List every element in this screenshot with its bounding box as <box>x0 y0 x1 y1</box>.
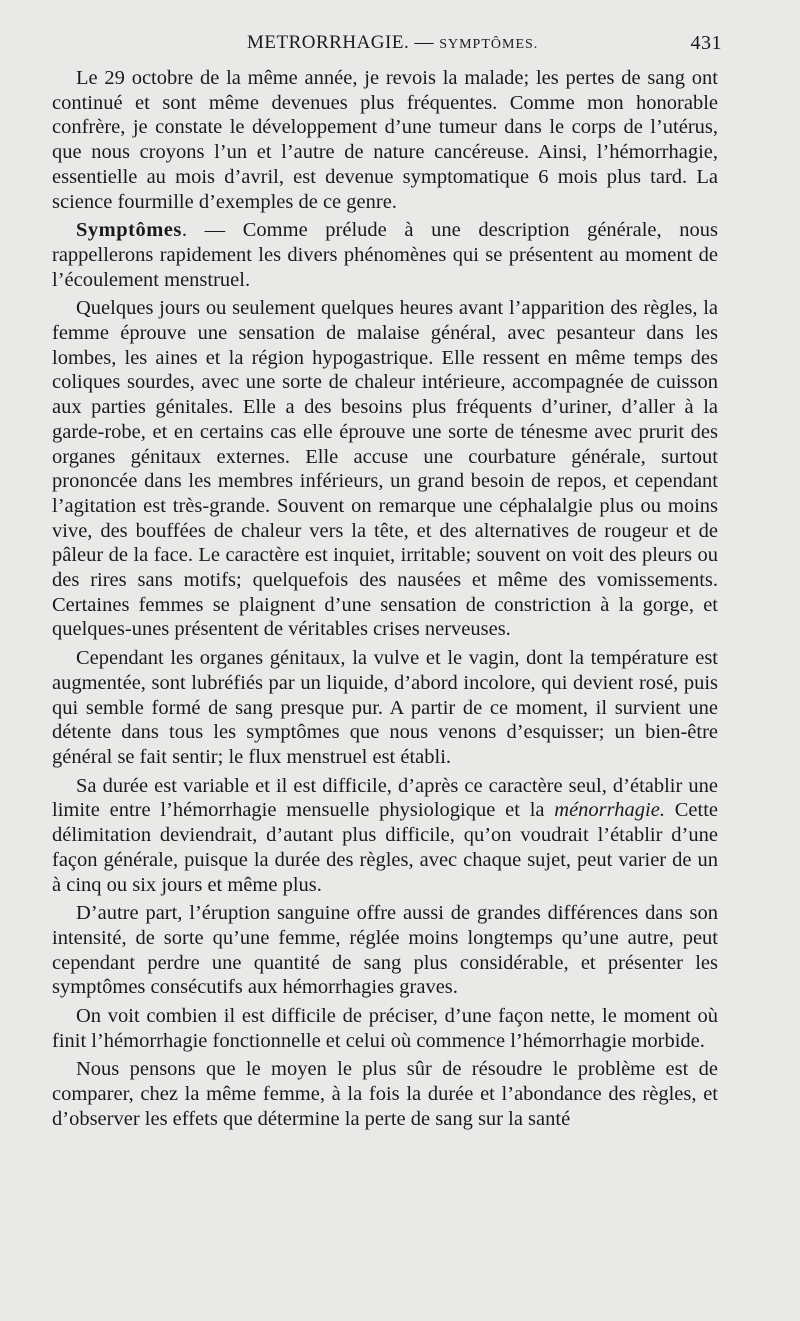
paragraph-difficulty: On voit combien il est difficile de préciser, d’une façon nette, le moment où finit l’hémorrhagie fonctionnelle et celui où commence l’hémorrhagie morbide. <box>52 1005 718 1052</box>
paragraph-case-followup: Le 29 octobre de la même année, je revois la malade; les pertes de sang ont continué et sont même devenues plus fréquentes. Comme mon honorable confrère, je constate le développement d’une tumeur dans le corps de l’utérus, que nous croyons l’un et l’autre de nature cancéreuse. Ainsi, l’hémorrhagie, essentielle au mois d’avril, est devenue symptomatique 6 mois plus tard. La science fourmille d’exemples de ce genre. <box>52 67 718 213</box>
paragraph-intensity: D’autre part, l’éruption sanguine offre aussi de grandes différences dans son intensité, de sorte qu’une femme, réglée moins longtemps qu’une autre, peut cependant perdre une quantité de sang plus considérable, et présenter les symptômes consécutifs aux hémorrhagies graves. <box>52 902 718 999</box>
paragraph-symptoms-intro-text: . — Comme prélude à une description générale, nous rappellerons rapidement les divers phénomènes qui se présentent au moment de l’écoulement menstruel. <box>52 219 718 291</box>
running-title <box>247 32 538 54</box>
duration-text-b: Cette délimitation deviendrait, d’autant plus difficile, qu’on voudrait l’établir d’une façon générale, puisque la durée des règles, avec chaque sujet, peut varier de un à cinq ou six jours et même plus. <box>52 799 719 896</box>
paragraph-duration <box>52 774 718 898</box>
page-header <box>52 32 722 60</box>
paragraph-method: Nous pensons que le moyen le plus sûr de résoudre le problème est de comparer, chez la même femme, à la fois la durée et l’abondance des règles, et d’observer les effets que détermine la perte de sang sur la santé <box>52 1058 718 1130</box>
title-dash: — <box>409 32 440 53</box>
section-title: SYMPTÔMES. <box>439 37 539 52</box>
chapter-title: METRORRHAGIE. <box>247 32 410 53</box>
duration-text-a: Sa durée est variable et il est difficile, d’après ce caractère seul, d’établir une limite entre l’hémorrhagie mensuelle physiologique et la <box>52 774 718 822</box>
page-number: 431 <box>690 32 722 54</box>
paragraph-genital-organs: Cependant les organes génitaux, la vulve et le vagin, dont la température est augmentée, sont lubréfiés par un liquide, d’abord incolore, qui devient rosé, puis qui semble formé de sang presque pur. A partir de ce moment, il survient une détente dans tous les symptômes que nous venons d’esquisser; un bien-être général se fait sentir; le flux menstruel est établi. <box>52 647 718 768</box>
paragraph-symptoms-intro <box>52 218 718 292</box>
body-text <box>52 66 718 1136</box>
paragraph-premenstrual-signs: Quelques jours ou seulement quelques heures avant l’apparition des règles, la femme éprouve une sensation de malaise général, avec pesanteur dans les lombes, les aines et la région hypogastrique. Elle ressent en même temps des coliques sourdes, avec une sorte de chaleur intérieure, accompagnée de cuisson aux parties génitales. Elle a des besoins plus fréquents d’uriner, d’aller à la garde-robe, et en certains cas elle éprouve une sorte de ténesme avec prurit des organes génitaux externes. Elle accuse une courbature générale, surtout prononcée dans les membres inférieurs, un grand besoin de repos, et cependant l’agitation est très-grande. Souvent on remarque une céphalalgie plus ou moins vive, des bouffées de chaleur vers la tête, et des alternatives de rougeur et de pâleur de la face. Le caractère est inquiet, irritable; souvent on voit des pleurs ou des rires sans motifs; quelquefois des nausées et même des vomissements. Certaines femmes se plaignent d’une sensation de constriction à la gorge, et quelques-unes présentent de véritables crises nerveuses. <box>52 297 718 641</box>
section-heading-symptomes: Symptômes <box>76 219 182 242</box>
menorrhagie-term: ménorrhagie. <box>554 799 665 822</box>
